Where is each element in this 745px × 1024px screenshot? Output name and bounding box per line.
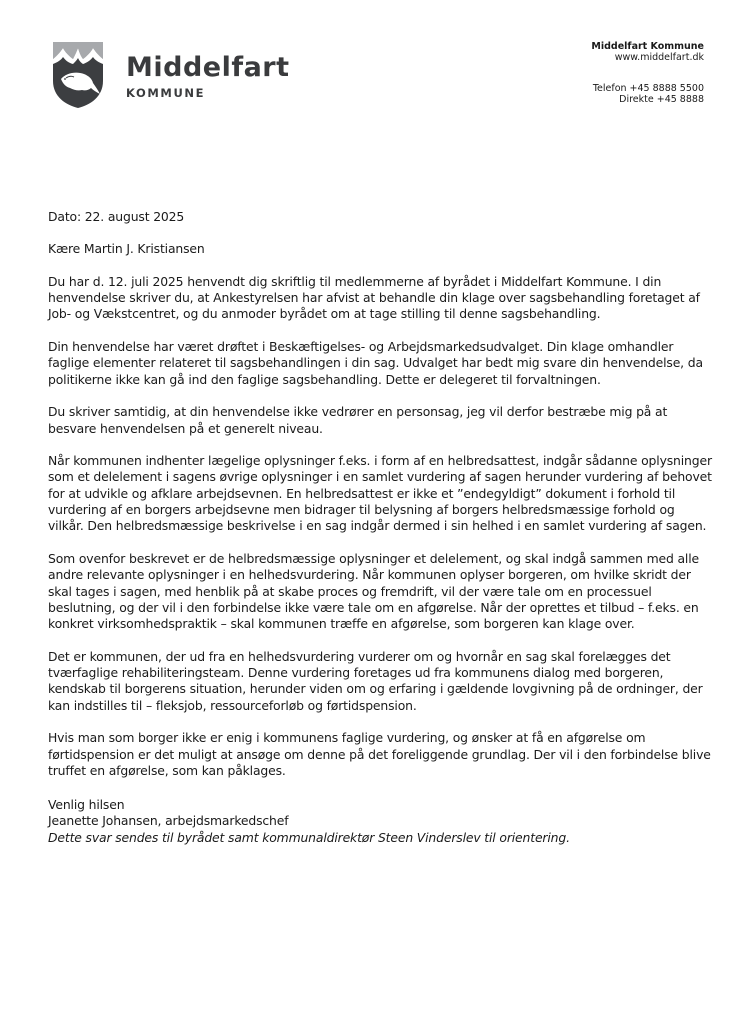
municipality-logo	[52, 41, 290, 109]
contact-phone: Telefon +45 8888 5500	[592, 83, 704, 94]
shield-fish-waves-icon	[52, 41, 104, 109]
letter-signature: Jeanette Johansen, arbejdsmarkedschef	[48, 813, 289, 829]
contact-direct: Direkte +45 8888	[619, 94, 704, 105]
letter-paragraph: Din henvendelse har været drøftet i Beskæftigelses- og Arbejdsmarkedsudvalget. Din klage omhandler faglige elementer relateret til sagsbehandlingen i din sag. Udvalget har bedt mig svare din henvendelse, da politikerne ikke kan gå ind den faglige sagsbehandling. Dette er delegeret til forvaltningen.	[48, 339, 703, 387]
letter-salutation: Kære Martin J. Kristiansen	[48, 241, 205, 257]
contact-website[interactable]: www.middelfart.dk	[614, 52, 704, 63]
letter-footnote: Dette svar sendes til byrådet samt kommunaldirektør Steen Vinderslev til orientering.	[48, 829, 570, 845]
letter-body	[48, 209, 713, 862]
letter-paragraph: Det er kommunen, der ud fra en helhedsvurdering vurderer om og hvornår en sag skal forelægges det tværfaglige rehabiliteringsteam. Denne vurdering foretages ud fra kommunens dialog med borgeren, kendskab til borgerens situation, herunder viden om og erfaring i gældende lovgivning på de ordninger, der kan indstilles til – fleksjob, ressourceforløb og førtidspension.	[48, 648, 703, 713]
letter-paragraph: Du skriver samtidig, at din henvendelse ikke vedrører en personsag, jeg vil derfor bestræbe mig på at besvare henvendelsen på et generelt niveau.	[48, 404, 668, 436]
contact-block	[591, 41, 704, 105]
letter-date: Dato: 22. august 2025	[48, 209, 185, 224]
logo-subtitle: KOMMUNE	[126, 86, 206, 100]
letter-paragraph: Du har d. 12. juli 2025 henvendt dig skriftlig til medlemmerne af byrådet i Middelfart Kommune. I din henvendelse skriver du, at Ankestyrelsen har afvist at behandle din klage over sagsbehandling foretaget af Job- og Vækstcentret, og du anmoder byrådet om at tage stilling til denne sagsbehandling.	[48, 273, 700, 322]
spacer	[591, 63, 704, 83]
letter-closing: Venlig hilsen	[48, 797, 125, 813]
letter-paragraph: Hvis man som borger ikke er enig i kommunens faglige vurdering, og ønsker at få en afgørelse om førtidspension er det muligt at ansøge om denne på det foreliggende grundlag. Der vil i den forbindelse blive truffet en afgørelse, som kan påklages.	[48, 730, 711, 778]
letter-paragraph: Som ovenfor beskrevet er de helbredsmæssige oplysninger et delelement, og skal indgå sammen med alle andre relevante oplysninger i en helhedsvurdering. Når kommunen oplyser borgeren, om hvilke skridt der skal tages i sagen, med henblik på at skabe proces og fremdrift, vil der være tale om en processuel beslutning, og der vil i den forbindelse ikke være tale om en afgørelse. Når der oprettes et tilbud – f.eks. en konkret virksomhedspraktik – skal kommunen træffe en afgørelse, som borgeren kan klage over.	[48, 550, 699, 632]
letter-paragraph: Når kommunen indhenter lægelige oplysninger f.eks. i form af en helbredsattest, indgår sådanne oplysninger som et delelement i sagens øvrige oplysninger i en samlet vurdering af sagen herunder vurdering af behovet for at udvikle og afklare arbejdsevnen. En helbredsattest er ikke et ”endegyldigt” dokument i forhold til vurdering af en borgers arbejdsevne men bidrager til belysning af borgers helbredsmæssige forhold og vilkår. Den helbredsmæssige beskrivelse i en sag indgår dermed i sin helhed i en samlet vurdering af sagen.	[48, 453, 712, 534]
signature-block	[48, 797, 713, 830]
contact-organization: Middelfart Kommune	[591, 41, 704, 52]
logo-name: Middelfart	[126, 52, 290, 83]
